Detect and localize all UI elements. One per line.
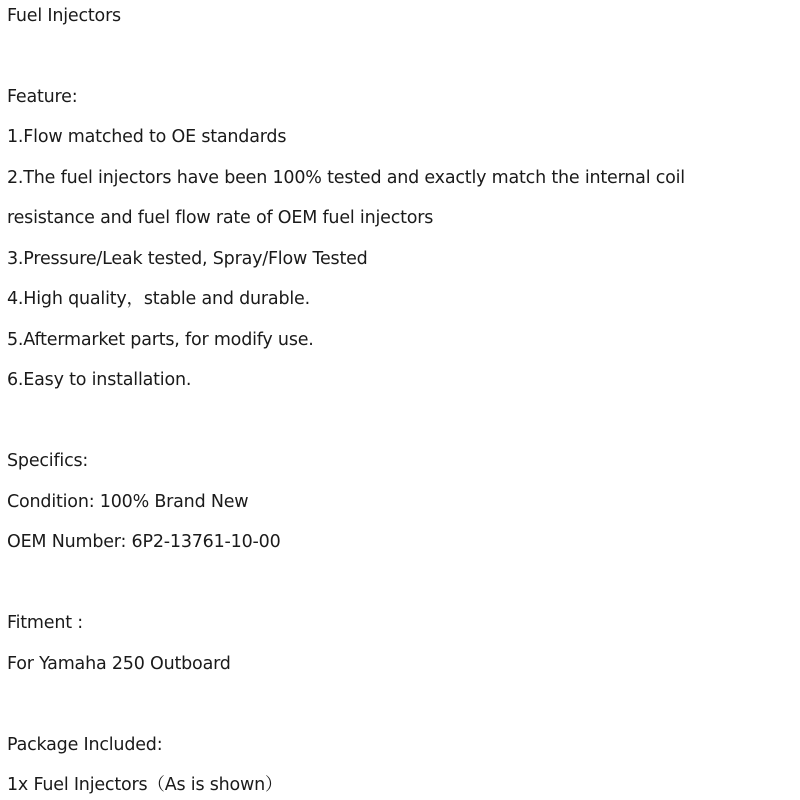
product-title: Fuel Injectors xyxy=(7,6,121,26)
feature-item-2-continued: resistance and fuel flow rate of OEM fuel injectors xyxy=(7,208,434,228)
specifics-heading: Specifics: xyxy=(7,451,89,471)
feature-item-6: 6.Easy to installation. xyxy=(7,370,192,390)
oem-number-text: OEM Number: 6P2-13761-10-00 xyxy=(7,532,281,552)
fitment-heading: Fitment : xyxy=(7,613,83,633)
fitment-text: For Yamaha 250 Outboard xyxy=(7,654,231,674)
package-text: 1x Fuel Injectors（As is shown） xyxy=(7,775,283,795)
condition-text: Condition: 100% Brand New xyxy=(7,492,249,512)
feature-item-2: 2.The fuel injectors have been 100% tested and exactly match the internal coil xyxy=(7,168,685,188)
feature-item-1: 1.Flow matched to OE standards xyxy=(7,127,287,147)
feature-item-4: 4.High quality，stable and durable. xyxy=(7,289,310,309)
feature-item-5: 5.Aftermarket parts, for modify use. xyxy=(7,330,314,350)
feature-heading: Feature: xyxy=(7,87,78,107)
feature-item-3: 3.Pressure/Leak tested, Spray/Flow Tested xyxy=(7,249,368,269)
package-heading: Package Included: xyxy=(7,735,163,755)
